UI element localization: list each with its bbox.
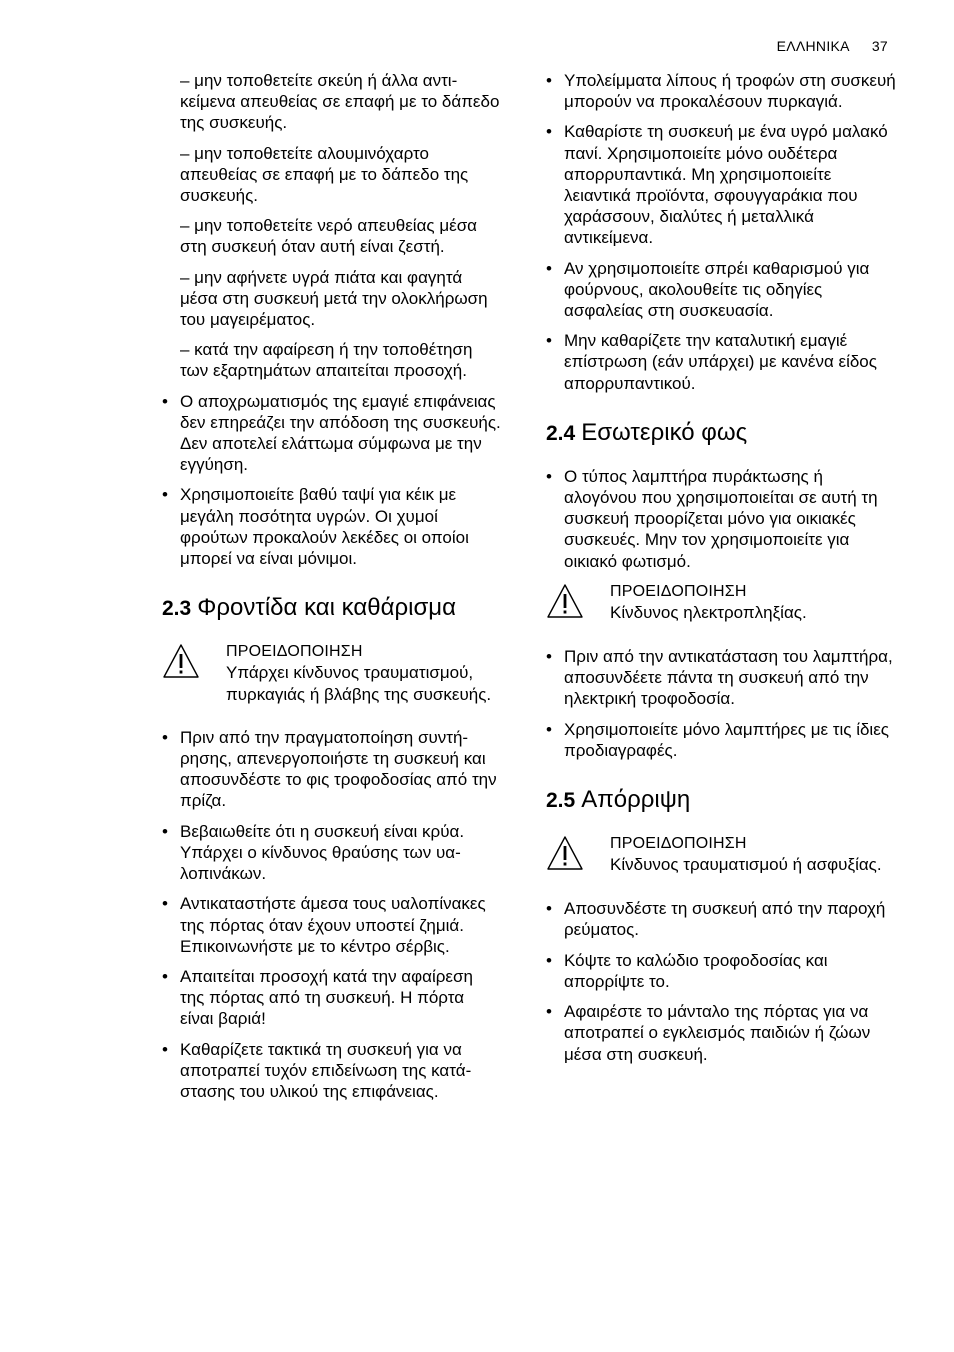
dash-item: – μην τοποθετείτε νερό απευθείας μέσα στη συσκευή όταν αυτή είναι ζεστή.	[180, 216, 478, 257]
dash-item: – μην αφήνετε υγρά πιάτα και φαγητά μέσα στη συσκευή μετά την ολοκλήρωση του μαγειρέματος.	[180, 267, 488, 330]
list-item: • Ο αποχρωματισμός της εμαγιέ επιφάνειας δεν επηρεάζει την απόδοση της συσκευής. Δεν αποτελεί ελάττωμα σύμφωνα με την εγγύηση.	[162, 391, 502, 476]
right-column	[546, 70, 898, 1074]
bullet-list	[546, 466, 898, 572]
list-item: • Αν χρησιμοποιείτε σπρέι καθαρισμού για φούρνους, ακολουθείτε τις οδηγίες ασφαλείας στη συσκευασία.	[546, 258, 898, 322]
section-title: Εσωτερικό φως	[581, 418, 748, 446]
bullet-list	[162, 391, 502, 570]
list-item: • Βεβαιωθείτε ότι η συσκευή είναι κρύα. Υπάρχει ο κίνδυνος θραύσης των υαλοπινάκων.	[162, 821, 502, 885]
warning-content	[610, 833, 882, 876]
section-heading-2-5	[546, 786, 898, 815]
list-item: • Αποσυνδέστε τη συσκευή από την παροχή ρεύματος.	[546, 898, 898, 940]
bullet-list	[546, 898, 898, 1064]
warning-text: Υπάρχει κίνδυνος τραυματισμού, πυρκαγιάς ή βλάβης της συσκευής.	[226, 663, 492, 704]
list-item: • Μην καθαρίζετε την καταλυτική εμαγιέ επίστρωση (εάν υπάρχει) με κανένα είδος απορρυπαντικού.	[546, 330, 898, 394]
warning-title: ΠΡΟΕΙΔΟΠΟΙΗΣΗ	[226, 643, 363, 661]
list-item: • Καθαρίστε τη συσκευή με ένα υγρό μαλακό πανί. Χρησιμοποιείτε μόνο ουδέτερα απορρυπαντικά. Μη χρησιμοποιείτε λειαντικά προϊόντα, σφουγγαράκια που χαράσσουν, διαλύτες ή μεταλλικά αντικείμενα.	[546, 121, 898, 248]
list-item: • Χρησιμοποιείτε βαθύ ταψί για κέικ με μεγάλη ποσότητα υγρών. Οι χυμοί φρούτων προκαλούν λεκέδες οι οποίοι μπορεί να είναι μόνιμοι.	[162, 484, 502, 569]
list-item: • Χρησιμοποιείτε μόνο λαμπτήρες με τις ίδιες προδιαγραφές.	[546, 719, 898, 761]
list-item: • Πριν από την πραγματοποίηση συντήρησης, απενεργοποιήστε τη συσκευή και αποσυνδέστε το φις τροφοδοσίας από την πρίζα.	[162, 727, 502, 812]
bullet-list	[162, 727, 502, 1102]
warning-icon	[546, 581, 610, 624]
list-item: • Υπολείμματα λίπους ή τροφών στη συσκευή μπορούν να προκαλέσουν πυρκαγιά.	[546, 70, 898, 112]
bullet-list	[546, 70, 898, 394]
bullet-list	[546, 646, 898, 761]
warning-text: Κίνδυνος τραυματισμού ή ασφυξίας.	[610, 855, 882, 875]
warning-box	[546, 833, 898, 876]
section-heading-2-4	[546, 419, 898, 448]
page-number: 37	[871, 38, 888, 54]
list-item: • Αντικαταστήστε άμεσα τους υαλοπίνακες της πόρτας όταν έχουν υποστεί ζημιά. Επικοινωνήστε με το κέντρο σέρβις.	[162, 893, 502, 957]
list-item: • Κόψτε το καλώδιο τροφοδοσίας και απορρίψτε το.	[546, 950, 898, 992]
list-item: • Απαιτείται προσοχή κατά την αφαίρεση της πόρτας από τη συσκευή. Η πόρτα είναι βαριά!	[162, 966, 502, 1030]
warning-icon	[546, 833, 610, 876]
list-item: • Καθαρίζετε τακτικά τη συσκευή για να αποτραπεί τυχόν επιδείνωση της κατάστασης του υλικού της επιφάνειας.	[162, 1039, 502, 1103]
page-header	[777, 38, 888, 54]
section-heading-2-3	[162, 594, 502, 623]
section-title: Απόρριψη	[581, 786, 691, 814]
warning-title: ΠΡΟΕΙΔΟΠΟΙΗΣΗ	[610, 835, 747, 853]
section-title: Φροντίδα και καθάρισμα	[197, 594, 456, 622]
list-item: • Πριν από την αντικατάσταση του λαμπτήρα, αποσυνδέετε πάντα τη συσκευή από την ηλεκτρική τροφοδοσία.	[546, 646, 898, 710]
list-item: • Αφαιρέστε το μάνταλο της πόρτας για να αποτραπεί ο εγκλεισμός παιδιών ή ζώων μέσα στη συσκευή.	[546, 1001, 898, 1065]
header-language: ΕΛΛΗΝΙΚΑ	[776, 38, 850, 54]
dash-item: – μην τοποθετείτε αλουμινόχαρτο απευθείας σε επαφή με το δάπεδο της συσκευής.	[180, 143, 469, 206]
dash-item: – κατά την αφαίρεση ή την τοποθέτηση των εξαρτημάτων απαιτείται προσοχή.	[180, 340, 473, 381]
warning-box	[546, 581, 898, 624]
warning-box	[162, 641, 502, 705]
section-number: 2.5	[546, 789, 576, 813]
warning-content	[226, 641, 502, 705]
warning-title: ΠΡΟΕΙΔΟΠΟΙΗΣΗ	[610, 582, 747, 600]
section-number: 2.4	[546, 421, 576, 445]
section-number: 2.3	[162, 597, 192, 621]
warning-content	[610, 581, 807, 624]
left-column	[162, 70, 502, 1111]
list-item: • Ο τύπος λαμπτήρα πυράκτωσης ή αλογόνου που χρησιμοποιείται σε αυτή τη συσκευή προορίζεται μόνο για οικιακές συσκευές. Μην τον χρησιμοποιείτε για οικιακό φωτισμό.	[546, 466, 898, 572]
warning-icon	[162, 641, 226, 705]
dash-item: – μην τοποθετείτε σκεύη ή άλλα αντικείμενα απευθείας σε επαφή με το δάπεδο της συσκευής.	[180, 71, 500, 133]
warning-text: Κίνδυνος ηλεκτροπληξίας.	[610, 603, 807, 623]
